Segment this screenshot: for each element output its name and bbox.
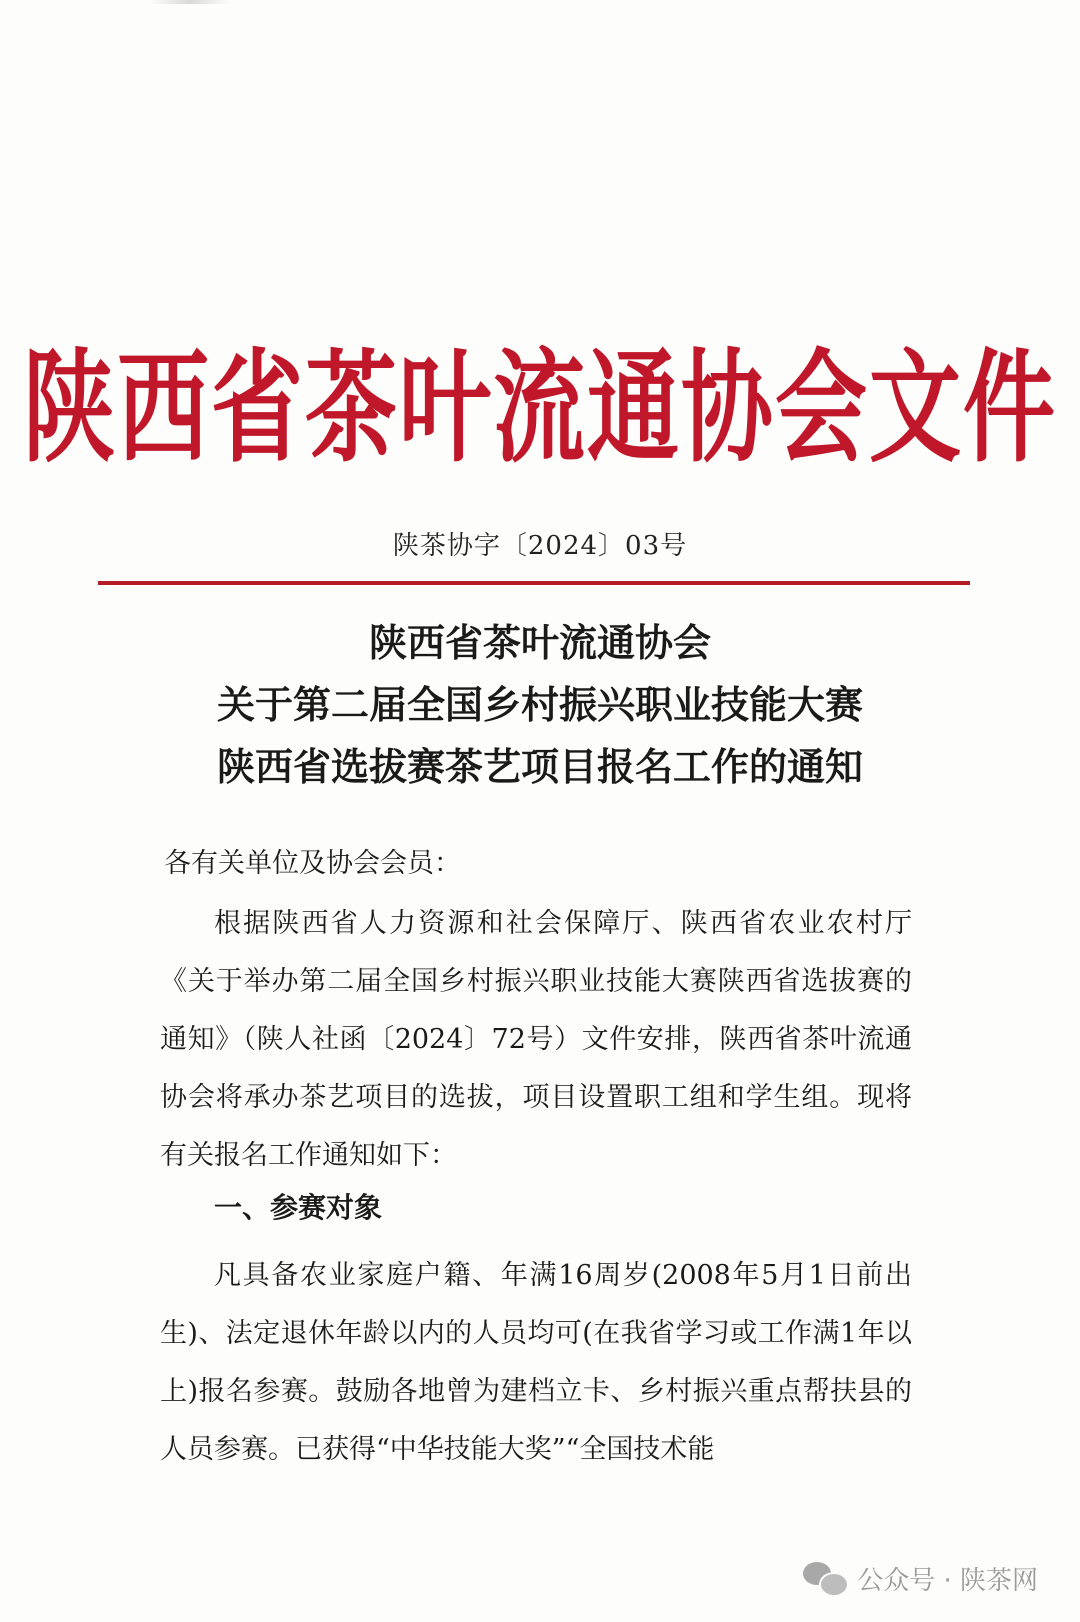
title-line-1: 陕西省茶叶流通协会 xyxy=(368,621,711,665)
body-paragraph-1: 根据陕西省人力资源和社会保障厅、陕西省农业农村厅《关于举办第二届全国乡村振兴职业技能大赛陕西省选拔赛的通知》（陕人社函〔2024〕72号）文件安排，陕西省茶叶流通协会将承办茶艺项目的选拔，项目设置职工组和学生组。现将有关报名工作通知如下： xyxy=(160,908,912,1171)
red-divider-line xyxy=(98,581,970,585)
scan-mark xyxy=(150,0,230,4)
section-heading-participants: 一、参赛对象 xyxy=(214,1191,383,1224)
wechat-icon xyxy=(803,1560,847,1596)
document-number: 陕茶协字〔2024〕03号 xyxy=(392,531,688,561)
document-title xyxy=(0,612,1080,798)
title-line-2: 关于第二届全国乡村振兴职业技能大赛 xyxy=(216,683,863,727)
document-masthead: 陕西省茶叶流通协会文件 xyxy=(22,336,1057,480)
watermark-text: 公众号 · 陕茶网 xyxy=(857,1565,1038,1596)
salutation: 各有关单位及协会会员： xyxy=(164,848,461,879)
body-paragraph-2: 凡具备农业家庭户籍、年满16周岁(2008年5月1日前出生)、法定退休年龄以内的人员均可(在我省学习或工作满1年以上)报名参赛。鼓励各地曾为建档立卡、乡村振兴重点帮扶县的人员参赛。已获得“中华技能大奖”“全国技术能 xyxy=(160,1260,912,1465)
wechat-watermark xyxy=(803,1558,1038,1598)
title-line-3: 陕西省选拔赛茶艺项目报名工作的通知 xyxy=(216,745,863,789)
